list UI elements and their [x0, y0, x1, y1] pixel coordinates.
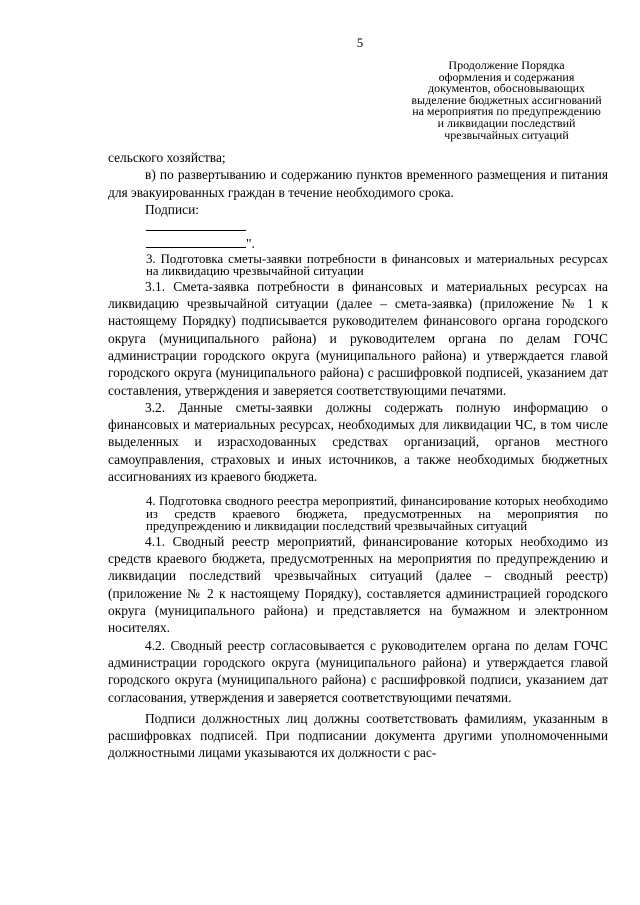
page-number: 5 [356, 36, 364, 50]
signatures-label: Подписи: [145, 201, 199, 217]
section-4-2-paragraph: 4.2. Сводный реестр согласовывается с руководителем органа по делам ГОЧС администрации городского округа (муниципального района) и утверждается главой городского округа (муниципального района) с расшифровкой подписи, указанием дат согласования, утверждения и заверяется соответствующими печатями. [108, 637, 608, 705]
signature-line [108, 235, 608, 252]
continuation-text: сельского хозяйства; [108, 150, 226, 165]
section-4-1-paragraph: 4.1. Сводный реестр мероприятий, финансирование которых необходимо из средств краевого бюджета, предусмотренных на мероприятия по предупреждению и ликвидации последствий чрезвычайных ситуаций (далее – сводный реестр) (приложение № 2 к настоящему Порядку), составляется администрацией городского округа (муниципального района) и представляется на бумажном и электронном носителях. [108, 533, 608, 636]
document-body [108, 149, 608, 762]
signatures-rule-paragraph: Подписи должностных лиц должны соответствовать фамилиям, указанным в расшифровках подписей. При подписании документа другими уполномоченными должностными лицами указываются их должности с рас- [108, 710, 608, 761]
header-note-line: и ликвидации последствий [437, 115, 576, 130]
header-note-line: выделение бюджетных ассигнований [411, 92, 602, 107]
item-v-paragraph: в) по развертыванию и содержанию пунктов временного размещения и питания для эвакуированных граждан в течение необходимого срока. [108, 167, 608, 200]
header-note-line: оформления и содержания [438, 69, 575, 84]
signature-blank [146, 218, 246, 231]
header-note-line: на мероприятия по предупреждению [412, 104, 601, 119]
section-3-heading: 3. Подготовка сметы-заявки потребности в финансовых и материальных ресурсах на ликвидацию чрезвычайной ситуации [146, 251, 608, 279]
header-note-line: документов, обосновывающих [427, 81, 586, 96]
section-3-2-paragraph: 3.2. Данные сметы-заявки должны содержать полную информацию о финансовых и материальных ресурсах, необходимых для ликвидации ЧС, в том числе выделенных и израсходованных средствах организаций, органов местного самоуправления, страховых и иных источников, а также необходимых бюджетных ассигнованиях из краевого бюджета. [108, 399, 608, 485]
header-note [393, 60, 620, 141]
signature-line [108, 218, 608, 235]
signature-blank [146, 235, 246, 248]
header-note-line: Продолжение Порядка [448, 58, 565, 72]
section-3-1-paragraph: 3.1. Смета-заявка потребности в финансовых и материальных ресурсах на ликвидацию чрезвычайной ситуации (далее – смета-заявка) (приложение № 1 к настоящему Порядку) подписывается руководителем финансового органа городского округа (муниципального района) и руководителем органа по делам ГОЧС администрации городского округа (муниципального района) и утверждается главой городского округа (муниципального района) с расшифровкой подписей, указанием дат составления, утверждения и заверяется соответствующими печатями. [108, 278, 608, 398]
section-4-heading: 4. Подготовка сводного реестра мероприятий, финансирование которых необходимо из средств краевого бюджета, предусмотренных на мероприятия по предупреждению и ликвидации последствий чрезвычайных ситуаций [146, 494, 608, 534]
header-note-line: чрезвычайных ситуаций [444, 127, 569, 142]
signature-end: ". [246, 236, 255, 252]
